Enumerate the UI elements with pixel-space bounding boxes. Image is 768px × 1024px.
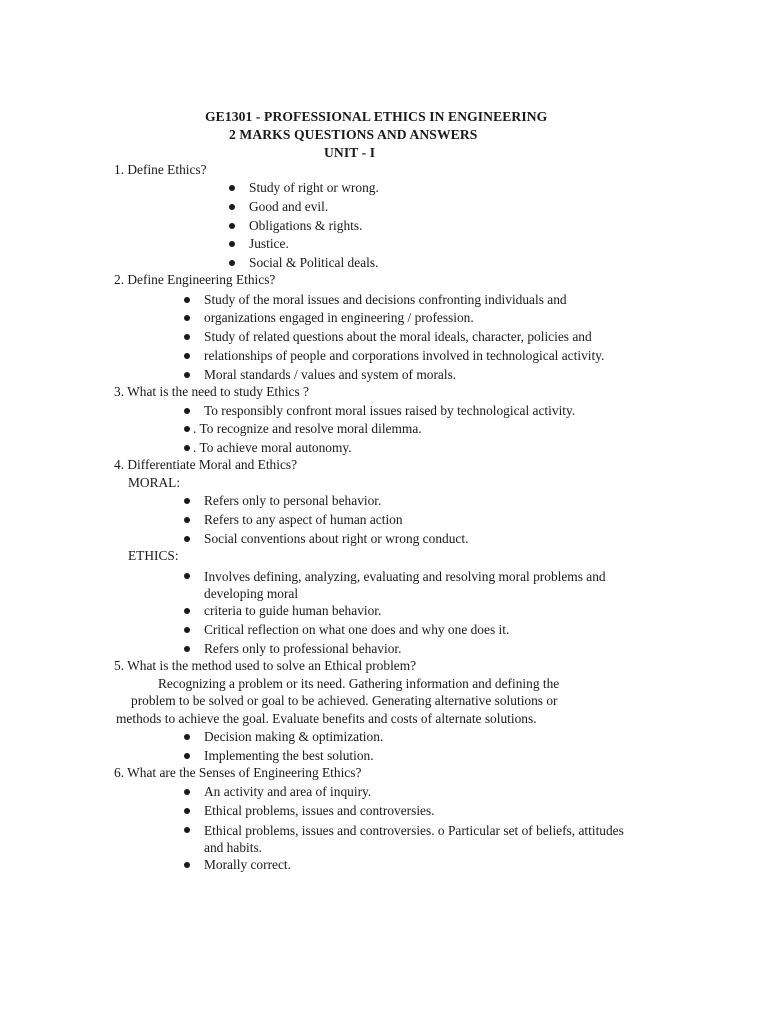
bullet-icon [184, 498, 190, 504]
list-item: criteria to guide human behavior. [0, 603, 768, 622]
list-item: . To recognize and resolve moral dilemma. [0, 421, 768, 440]
list-item: Social conventions about right or wrong conduct. [0, 531, 768, 550]
list-item: Study of right or wrong. [0, 180, 768, 199]
document-subtitle: 2 MARKS QUESTIONS AND ANSWERS [229, 127, 478, 142]
list-item: organizations engaged in engineering / profession. [0, 310, 768, 329]
list-item: Implementing the best solution. [0, 748, 768, 767]
question-6: 6. What are the Senses of Engineering Ethics? [114, 765, 362, 780]
question-5: 5. What is the method used to solve an Ethical problem? [114, 658, 417, 673]
unit-heading: UNIT - I [324, 145, 376, 160]
bullet-icon [184, 334, 190, 340]
list-item: Decision making & optimization. [0, 729, 768, 748]
list-item: Ethical problems, issues and controversies. o Particular set of beliefs, attitudes and habits. [0, 822, 768, 858]
list-item: Social & Political deals. [0, 255, 768, 274]
list-item: Ethical problems, issues and controversies. [0, 803, 768, 822]
question-3: 3. What is the need to study Ethics ? [114, 384, 309, 399]
bullet-icon [229, 204, 235, 210]
bullet-icon [229, 260, 235, 266]
list-item: Involves defining, analyzing, evaluating and resolving moral problems and developing moral [0, 568, 768, 604]
bullet-icon [229, 185, 235, 191]
bullet-icon [184, 827, 190, 833]
list-item: Moral standards / values and system of morals. [0, 367, 768, 386]
bullet-icon [184, 627, 190, 633]
bullet-icon [184, 808, 190, 814]
bullet-icon [184, 408, 190, 414]
list-item: Morally correct. [0, 857, 768, 876]
list-item: relationships of people and corporations involved in technological activity. [0, 348, 768, 367]
list-item: . To achieve moral autonomy. [0, 440, 768, 459]
bullet-icon [229, 223, 235, 229]
bullet-icon [184, 372, 190, 378]
list-item: An activity and area of inquiry. [0, 784, 768, 803]
bullet-icon [184, 862, 190, 868]
bullet-icon [184, 734, 190, 740]
list-item: Refers only to professional behavior. [0, 641, 768, 660]
bullet-icon [184, 426, 190, 432]
question-2: 2. Define Engineering Ethics? [114, 272, 276, 287]
paragraph-line: methods to achieve the goal. Evaluate benefits and costs of alternate solutions. [116, 711, 537, 726]
list-item: Critical reflection on what one does and why one does it. [0, 622, 768, 641]
paragraph-line: Recognizing a problem or its need. Gathering information and defining the [158, 676, 560, 691]
bullet-icon [184, 608, 190, 614]
list-item: Study of related questions about the moral ideals, character, policies and [0, 329, 768, 348]
list-item: Obligations & rights. [0, 218, 768, 237]
question-4: 4. Differentiate Moral and Ethics? [114, 457, 298, 472]
bullet-icon [184, 517, 190, 523]
document-title: GE1301 - PROFESSIONAL ETHICS IN ENGINEERING [205, 109, 548, 124]
question-1: 1. Define Ethics? [114, 162, 207, 177]
list-item: Refers only to personal behavior. [0, 493, 768, 512]
list-item: Justice. [0, 236, 768, 255]
bullet-icon [184, 297, 190, 303]
bullet-icon [184, 753, 190, 759]
bullet-icon [184, 646, 190, 652]
bullet-icon [184, 445, 190, 451]
bullet-icon [184, 536, 190, 542]
list-item: Good and evil. [0, 199, 768, 218]
bullet-icon [229, 241, 235, 247]
ethics-label: ETHICS: [128, 548, 179, 563]
list-item: To responsibly confront moral issues raised by technological activity. [0, 403, 768, 422]
list-item: Study of the moral issues and decisions confronting individuals and [0, 292, 768, 311]
list-item: Refers to any aspect of human action [0, 512, 768, 531]
moral-label: MORAL: [128, 475, 181, 490]
bullet-icon [184, 789, 190, 795]
bullet-icon [184, 573, 190, 579]
bullet-icon [184, 315, 190, 321]
paragraph-line: problem to be solved or goal to be achieved. Generating alternative solutions or [131, 693, 558, 708]
bullet-icon [184, 353, 190, 359]
